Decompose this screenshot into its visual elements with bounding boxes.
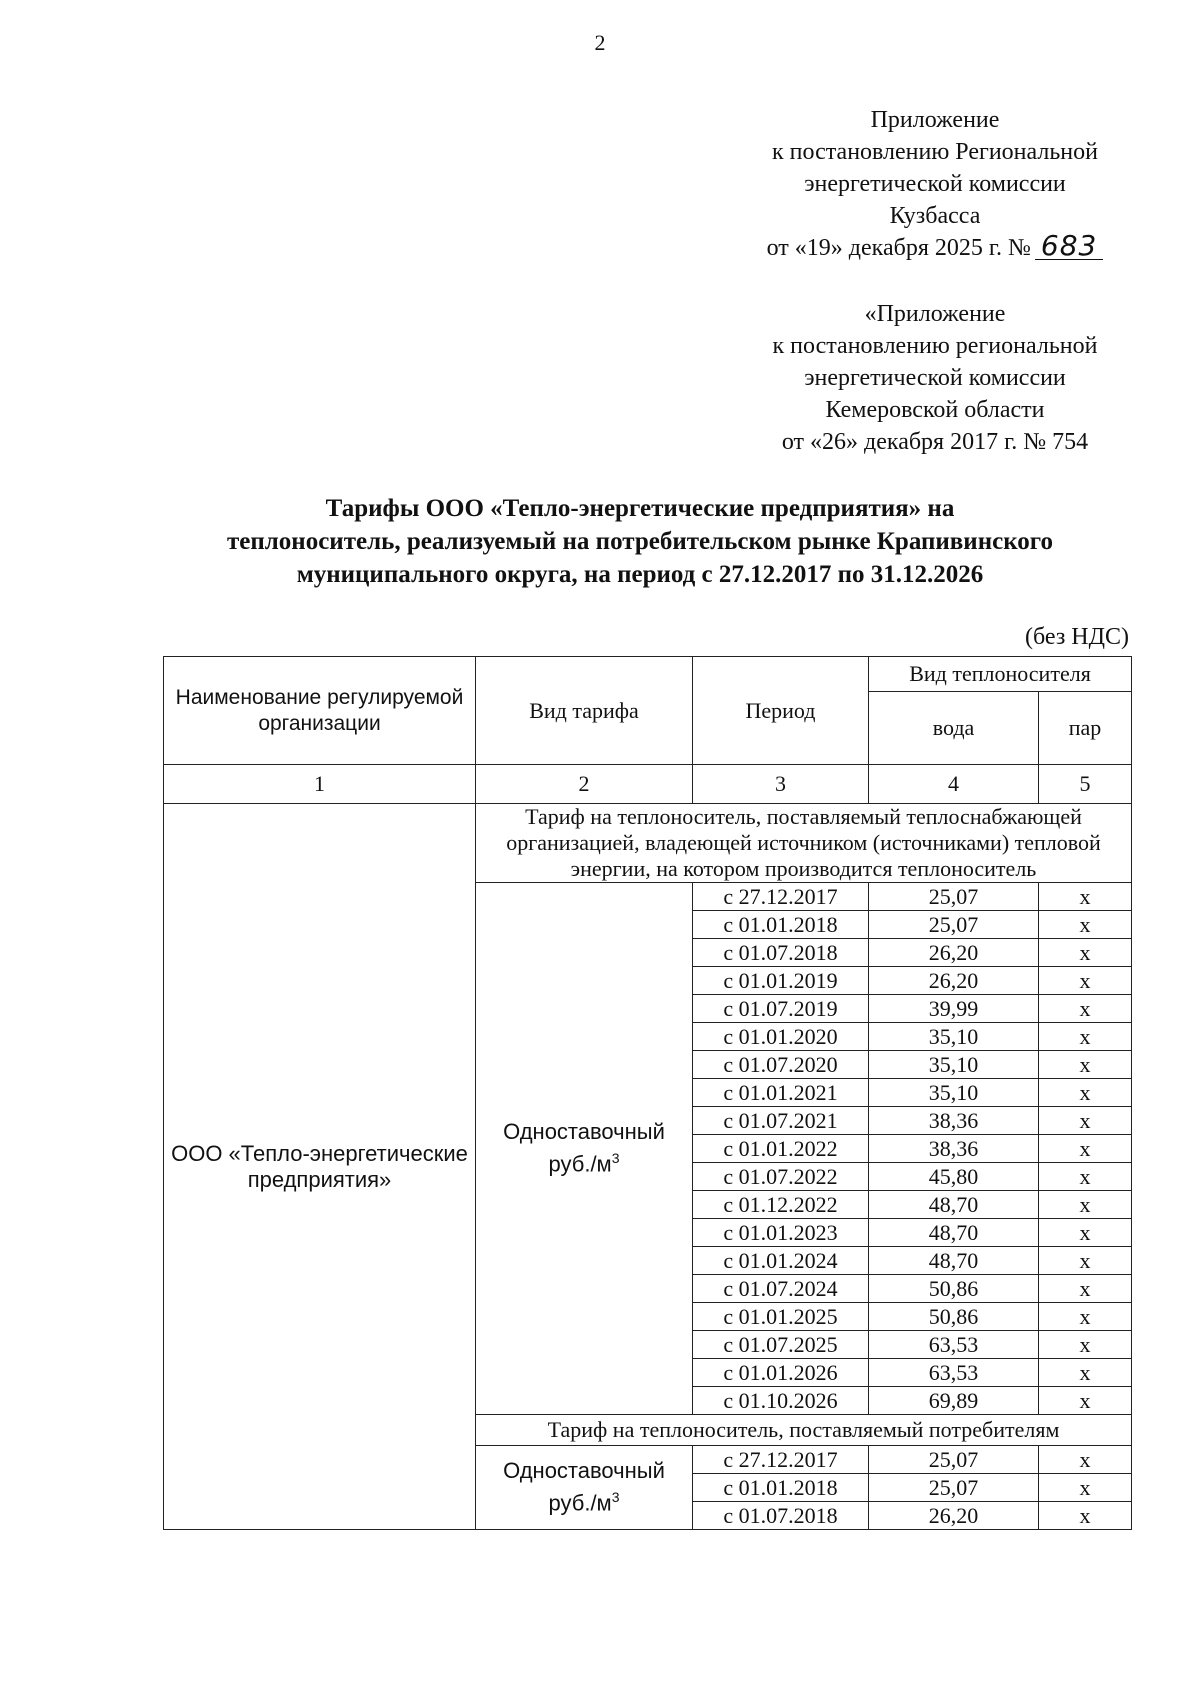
water-tariff-cell: 38,36 bbox=[869, 1135, 1039, 1163]
column-number-row bbox=[164, 765, 1132, 804]
water-tariff-cell: 48,70 bbox=[869, 1247, 1039, 1275]
steam-tariff-cell: х bbox=[1039, 1303, 1132, 1331]
period-cell: с 01.07.2020 bbox=[693, 1051, 869, 1079]
header-period: Период bbox=[693, 657, 869, 765]
steam-tariff-cell: х bbox=[1039, 1191, 1132, 1219]
period-cell: с 01.01.2021 bbox=[693, 1079, 869, 1107]
tariff-unit-superscript: 3 bbox=[611, 1150, 620, 1167]
page-number: 2 bbox=[594, 30, 606, 55]
water-tariff-cell: 26,20 bbox=[869, 967, 1039, 995]
steam-tariff-cell: х bbox=[1039, 1219, 1132, 1247]
steam-tariff-cell: х bbox=[1039, 1275, 1132, 1303]
period-cell: с 01.07.2018 bbox=[693, 1502, 869, 1530]
water-tariff-cell: 63,53 bbox=[869, 1359, 1039, 1387]
steam-tariff-cell: х bbox=[1039, 1079, 1132, 1107]
column-number: 2 bbox=[476, 765, 693, 804]
vat-note: (без НДС) bbox=[1024, 624, 1129, 650]
period-cell: с 01.01.2026 bbox=[693, 1359, 869, 1387]
steam-tariff-cell: х bbox=[1039, 1247, 1132, 1275]
water-tariff-cell: 35,10 bbox=[869, 1023, 1039, 1051]
water-tariff-cell: 50,86 bbox=[869, 1275, 1039, 1303]
period-cell: с 01.01.2024 bbox=[693, 1247, 869, 1275]
period-cell: с 01.07.2018 bbox=[693, 939, 869, 967]
tariff-unit-label bbox=[476, 1145, 692, 1177]
period-cell: с 27.12.2017 bbox=[693, 1446, 869, 1474]
steam-tariff-cell: х bbox=[1039, 1051, 1132, 1079]
column-number: 4 bbox=[869, 765, 1039, 804]
water-tariff-cell: 63,53 bbox=[869, 1331, 1039, 1359]
approval-current-line4: Кузбасса bbox=[889, 203, 981, 229]
period-cell: с 01.01.2020 bbox=[693, 1023, 869, 1051]
header-tariff-type: Вид тарифа bbox=[476, 657, 693, 765]
approval-block-current bbox=[635, 104, 1200, 264]
header-carrier-type: Вид теплоносителя bbox=[869, 657, 1132, 692]
steam-tariff-cell: х bbox=[1039, 1446, 1132, 1474]
period-cell: с 01.07.2022 bbox=[693, 1163, 869, 1191]
water-tariff-cell: 35,10 bbox=[869, 1051, 1039, 1079]
section-title: Тариф на теплоноситель, поставляемый теплоснабжающей организацией, владеющей источником (источниками) тепловой энергии, на котором производится теплоноситель bbox=[476, 804, 1132, 883]
tariff-type-label: Одноставочный bbox=[503, 1119, 665, 1145]
handwritten-document-number: 683 bbox=[1035, 233, 1103, 260]
approval-current-date: от «19» декабря 2025 г. № bbox=[766, 235, 1031, 261]
approval-current-line5 bbox=[635, 229, 1200, 264]
steam-tariff-cell: х bbox=[1039, 939, 1132, 967]
tariff-unit-superscript: 3 bbox=[611, 1489, 620, 1506]
water-tariff-cell: 38,36 bbox=[869, 1107, 1039, 1135]
approval-original-line1: «Приложение bbox=[864, 301, 1006, 327]
column-number: 3 bbox=[693, 765, 869, 804]
header-steam: пар bbox=[1039, 692, 1132, 765]
steam-tariff-cell: х bbox=[1039, 1359, 1132, 1387]
period-cell: с 01.01.2018 bbox=[693, 1474, 869, 1502]
header-org-name: Наименование регулируемой организации bbox=[164, 657, 476, 765]
column-number: 1 bbox=[164, 765, 476, 804]
document-title-line3: муниципального округа, на период с 27.12.2017 по 31.12.2026 bbox=[296, 561, 984, 588]
tariff-unit: руб./м bbox=[548, 1490, 612, 1516]
steam-tariff-cell: х bbox=[1039, 967, 1132, 995]
approval-current-line3: энергетической комиссии bbox=[804, 171, 1066, 197]
water-tariff-cell: 25,07 bbox=[869, 1474, 1039, 1502]
approval-original-line3: энергетической комиссии bbox=[804, 365, 1066, 391]
steam-tariff-cell: х bbox=[1039, 911, 1132, 939]
tariff-table bbox=[163, 656, 1132, 1530]
column-number: 5 bbox=[1039, 765, 1132, 804]
approval-current-line1: Приложение bbox=[870, 107, 1000, 133]
water-tariff-cell: 45,80 bbox=[869, 1163, 1039, 1191]
document-title-line1: Тарифы ООО «Тепло-энергетические предприятия» на bbox=[325, 495, 955, 522]
organization-name: ООО «Тепло-энергетические предприятия» bbox=[164, 804, 476, 1530]
period-cell: с 27.12.2017 bbox=[693, 883, 869, 911]
approval-original-line5: от «26» декабря 2017 г. № 754 bbox=[781, 429, 1089, 455]
tariff-unit: руб./м bbox=[548, 1151, 612, 1177]
water-tariff-cell: 26,20 bbox=[869, 1502, 1039, 1530]
water-tariff-cell: 69,89 bbox=[869, 1387, 1039, 1415]
period-cell: с 01.01.2019 bbox=[693, 967, 869, 995]
section-title: Тариф на теплоноситель, поставляемый потребителям bbox=[476, 1415, 1132, 1446]
tariff-rate-cell bbox=[476, 1446, 693, 1530]
approval-current-line2: к постановлению Региональной bbox=[772, 139, 1098, 165]
section-title-row bbox=[164, 804, 1132, 883]
steam-tariff-cell: х bbox=[1039, 1474, 1132, 1502]
steam-tariff-cell: х bbox=[1039, 1163, 1132, 1191]
approval-original-line4: Кемеровской области bbox=[825, 397, 1045, 423]
water-tariff-cell: 48,70 bbox=[869, 1191, 1039, 1219]
water-tariff-cell: 35,10 bbox=[869, 1079, 1039, 1107]
period-cell: с 01.07.2021 bbox=[693, 1107, 869, 1135]
steam-tariff-cell: х bbox=[1039, 1387, 1132, 1415]
steam-tariff-cell: х bbox=[1039, 1135, 1132, 1163]
period-cell: с 01.01.2023 bbox=[693, 1219, 869, 1247]
period-cell: с 01.07.2025 bbox=[693, 1331, 869, 1359]
steam-tariff-cell: х bbox=[1039, 995, 1132, 1023]
tariff-unit-label bbox=[476, 1484, 692, 1516]
period-cell: с 01.10.2026 bbox=[693, 1387, 869, 1415]
water-tariff-cell: 25,07 bbox=[869, 1446, 1039, 1474]
period-cell: с 01.07.2019 bbox=[693, 995, 869, 1023]
tariff-rate-cell bbox=[476, 883, 693, 1415]
water-tariff-cell: 26,20 bbox=[869, 939, 1039, 967]
approval-original-line2: к постановлению региональной bbox=[772, 333, 1098, 359]
tariff-type-label: Одноставочный bbox=[503, 1458, 665, 1484]
steam-tariff-cell: х bbox=[1039, 1107, 1132, 1135]
water-tariff-cell: 50,86 bbox=[869, 1303, 1039, 1331]
water-tariff-cell: 39,99 bbox=[869, 995, 1039, 1023]
period-cell: с 01.01.2022 bbox=[693, 1135, 869, 1163]
period-cell: с 01.01.2018 bbox=[693, 911, 869, 939]
document-title-line2: теплоноситель, реализуемый на потребительском рынке Крапивинского bbox=[226, 528, 1054, 555]
water-tariff-cell: 25,07 bbox=[869, 911, 1039, 939]
water-tariff-cell: 48,70 bbox=[869, 1219, 1039, 1247]
period-cell: с 01.12.2022 bbox=[693, 1191, 869, 1219]
period-cell: с 01.07.2024 bbox=[693, 1275, 869, 1303]
period-cell: с 01.01.2025 bbox=[693, 1303, 869, 1331]
steam-tariff-cell: х bbox=[1039, 1502, 1132, 1530]
steam-tariff-cell: х bbox=[1039, 883, 1132, 911]
steam-tariff-cell: х bbox=[1039, 1023, 1132, 1051]
document-title bbox=[150, 492, 1130, 591]
approval-block-original bbox=[635, 298, 1200, 458]
steam-tariff-cell: х bbox=[1039, 1331, 1132, 1359]
water-tariff-cell: 25,07 bbox=[869, 883, 1039, 911]
header-water: вода bbox=[869, 692, 1039, 765]
